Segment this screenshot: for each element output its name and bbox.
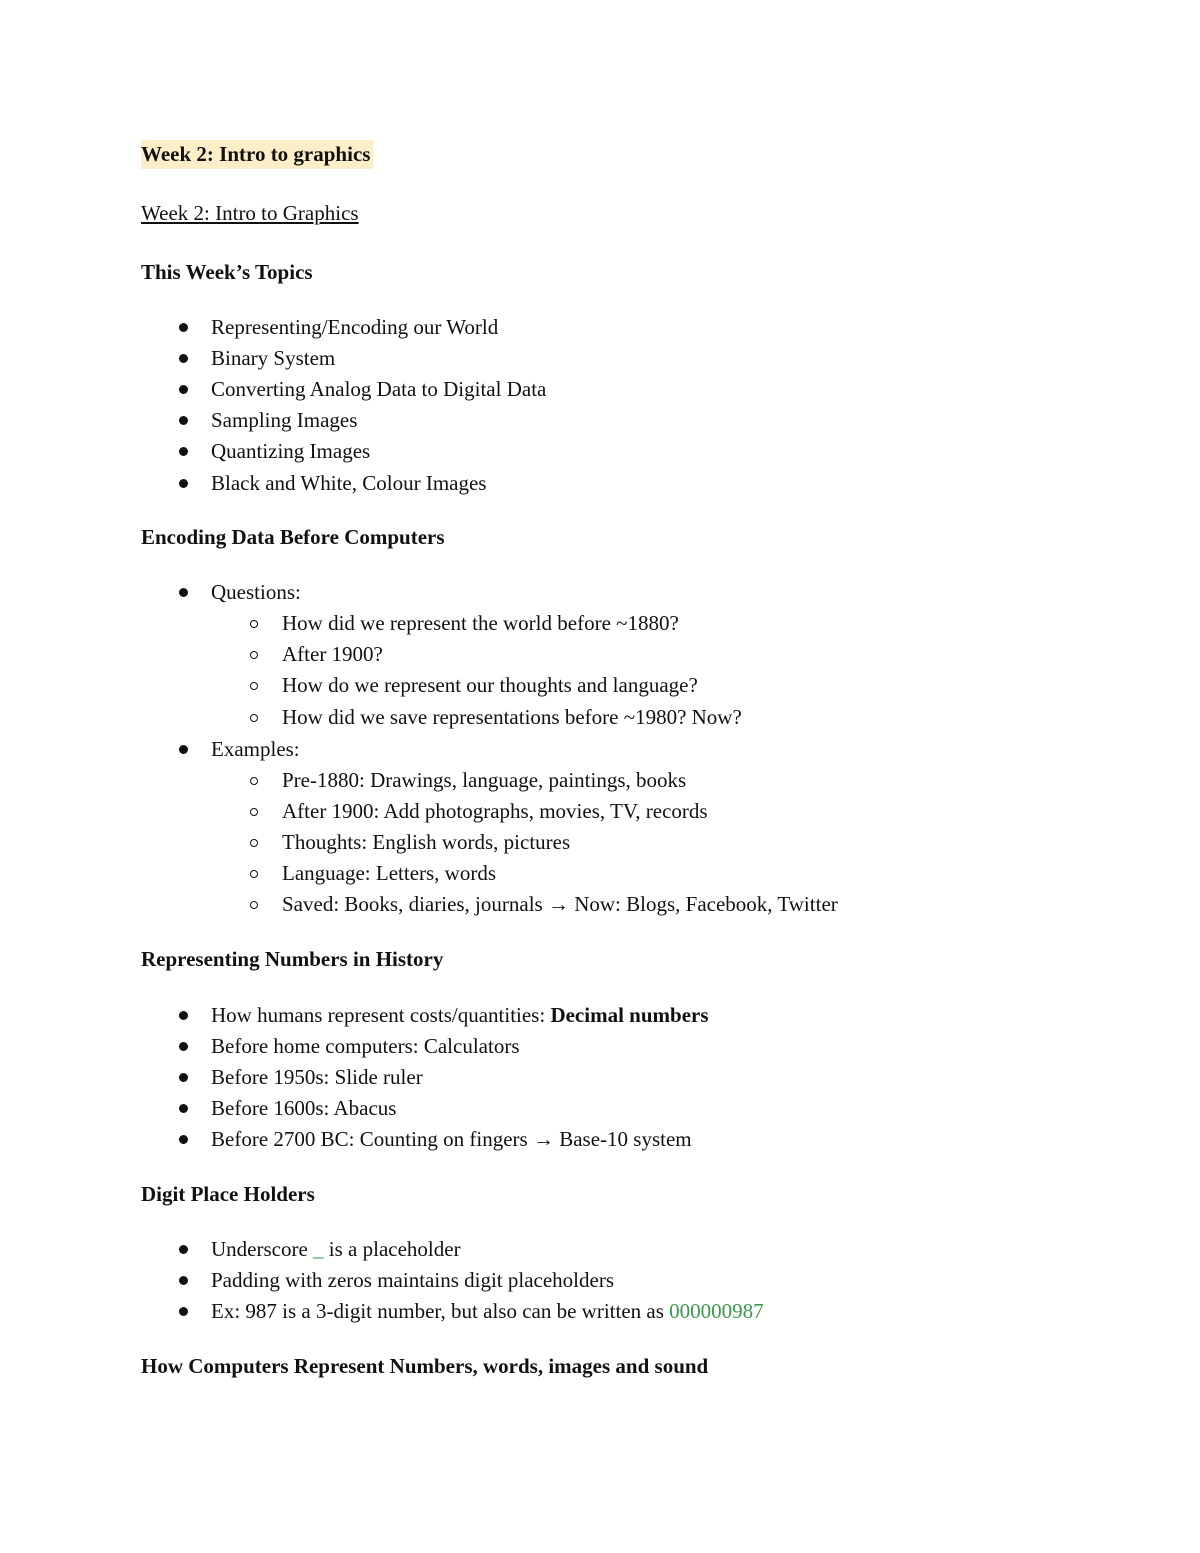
list-item-text: is a placeholder <box>323 1237 461 1261</box>
bullet-dot <box>179 1011 188 1020</box>
highlighted-title: Week 2: Intro to graphics <box>141 140 373 169</box>
bullet-dot <box>179 385 188 394</box>
list-item: Before home computers: Calculators <box>211 1034 520 1058</box>
list-item: Converting Analog Data to Digital Data <box>211 377 547 401</box>
bullet-dot <box>179 479 188 488</box>
bullet-dot <box>179 323 188 332</box>
list-item-examples: Examples: <box>211 737 300 761</box>
sub-bullet-circle <box>250 870 258 878</box>
computers-heading: How Computers Represent Numbers, words, images and sound <box>141 1354 709 1378</box>
sub-bullet-circle <box>250 777 258 785</box>
list-item <box>211 1298 764 1324</box>
list-subitem: Pre-1880: Drawings, language, paintings, books <box>282 768 687 792</box>
list-item-questions: Questions: <box>211 580 301 604</box>
list-item <box>211 1002 709 1028</box>
list-subitem: Thoughts: English words, pictures <box>282 830 571 854</box>
sub-bullet-circle <box>250 839 258 847</box>
bullet-dot <box>179 1276 188 1285</box>
sub-bullet-circle <box>250 651 258 659</box>
list-item: Before 2700 BC: Counting on fingers → Base-10 system <box>211 1127 692 1151</box>
bullet-dot <box>179 1307 188 1316</box>
bullet-dot <box>179 588 188 597</box>
list-item-text: Ex: 987 is a 3-digit number, but also can be written as <box>211 1299 670 1323</box>
sub-bullet-circle <box>250 714 258 722</box>
list-subitem: Saved: Books, diaries, journals → Now: Blogs, Facebook, Twitter <box>282 892 838 916</box>
list-item-text: Underscore <box>211 1237 314 1261</box>
list-item: Before 1950s: Slide ruler <box>211 1065 423 1089</box>
list-item: Sampling Images <box>211 408 358 432</box>
list-subitem: After 1900: Add photographs, movies, TV, records <box>282 799 708 823</box>
sub-bullet-circle <box>250 901 258 909</box>
history-heading: Representing Numbers in History <box>141 947 444 971</box>
green-number: 000000987 <box>669 1299 764 1323</box>
bullet-dot <box>179 447 188 456</box>
list-item: Black and White, Colour Images <box>211 471 487 495</box>
bold-emphasis: Decimal numbers <box>550 1003 709 1027</box>
list-item <box>211 1236 461 1262</box>
list-item: Padding with zeros maintains digit placeholders <box>211 1268 614 1292</box>
list-item: Representing/Encoding our World <box>211 315 499 339</box>
list-subitem: How do we represent our thoughts and language? <box>282 673 698 697</box>
placeholders-heading: Digit Place Holders <box>141 1182 315 1206</box>
document-subtitle: Week 2: Intro to Graphics <box>141 201 359 225</box>
list-item: Binary System <box>211 346 336 370</box>
encoding-heading: Encoding Data Before Computers <box>141 525 445 549</box>
document-title <box>141 141 373 167</box>
bullet-dot <box>179 1104 188 1113</box>
bullet-dot <box>179 745 188 754</box>
list-subitem: Language: Letters, words <box>282 861 497 885</box>
bullet-dot <box>179 1042 188 1051</box>
sub-bullet-circle <box>250 682 258 690</box>
bullet-dot <box>179 354 188 363</box>
list-item: Quantizing Images <box>211 439 371 463</box>
sub-bullet-circle <box>250 620 258 628</box>
list-item-text: How humans represent costs/quantities: <box>211 1003 551 1027</box>
bullet-dot <box>179 1073 188 1082</box>
sub-bullet-circle <box>250 808 258 816</box>
list-subitem: After 1900? <box>282 642 383 666</box>
bullet-dot <box>179 1245 188 1254</box>
bullet-dot <box>179 1135 188 1144</box>
bullet-dot <box>179 416 188 425</box>
list-subitem: How did we represent the world before ~1880? <box>282 611 679 635</box>
list-item: Before 1600s: Abacus <box>211 1096 397 1120</box>
green-underscore: _ <box>313 1237 324 1261</box>
topics-heading: This Week’s Topics <box>141 260 313 284</box>
list-subitem: How did we save representations before ~1980? Now? <box>282 705 742 729</box>
